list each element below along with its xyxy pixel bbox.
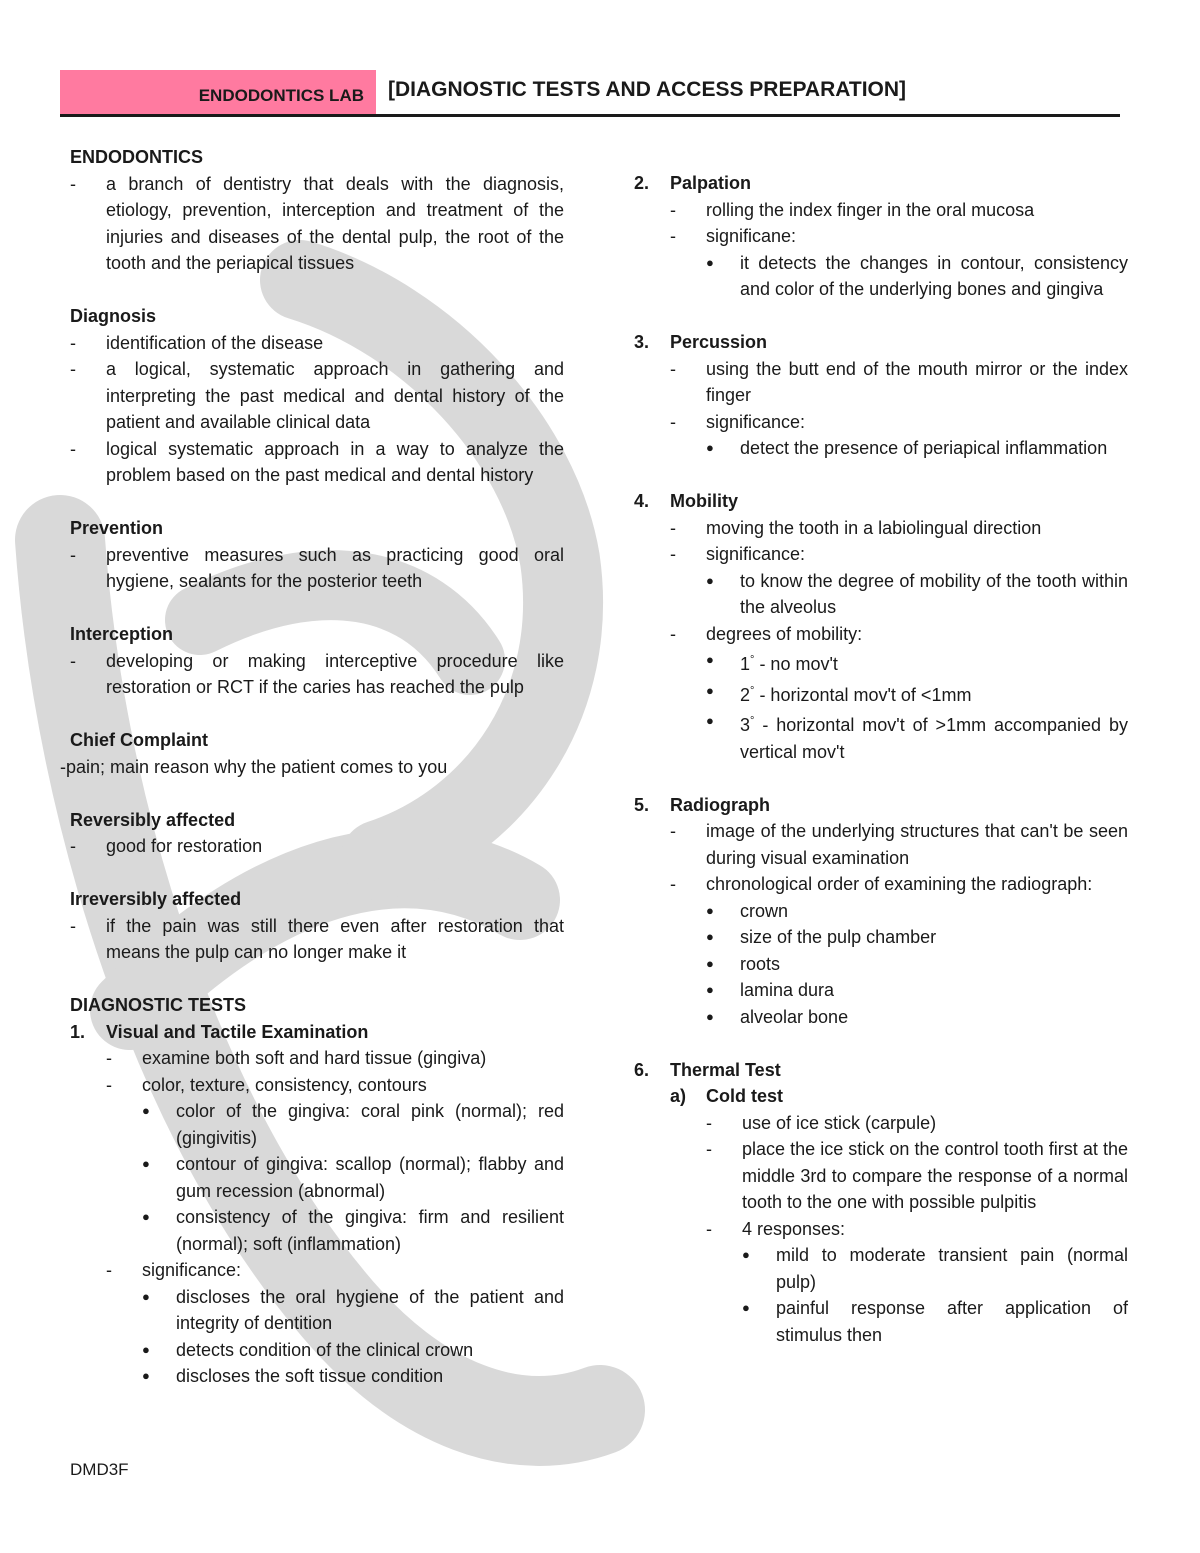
degree-number: 1	[740, 654, 751, 674]
degree-text: - horizontal mov't of <1mm	[759, 684, 972, 705]
subitem-letter: a)	[670, 1086, 687, 1106]
list-item: significance:	[142, 1260, 242, 1280]
item-number: 2.	[634, 173, 650, 193]
list-item: chronological order of examining the radiograph:	[706, 874, 1093, 894]
section-percussion	[634, 329, 1128, 462]
list-item: to know the degree of mobility of the tooth within the alveolus	[740, 570, 1128, 617]
bullet-icon: ●	[706, 713, 714, 728]
degree-text: - no mov't	[759, 654, 838, 674]
list-item: significance:	[706, 411, 806, 432]
test-heading: Visual and Tactile Examination	[106, 1021, 369, 1042]
dash: -	[706, 1218, 712, 1239]
list-item: moving the tooth in a labiolingual direction	[706, 517, 1042, 538]
list-item: color, texture, consistency, contours	[142, 1074, 427, 1095]
bullet-icon: ●	[706, 440, 714, 455]
list-item: preventive measures such as practicing good oral hygiene, sealants for the posterior teeth	[106, 544, 564, 591]
bullet-icon: ●	[142, 1103, 150, 1118]
dash: -	[706, 1139, 712, 1159]
test-heading: Palpation	[670, 173, 752, 193]
list-item: roots	[740, 953, 781, 974]
item-number: 6.	[634, 1059, 650, 1080]
list-item: detects condition of the clinical crown	[176, 1339, 474, 1360]
dash: -	[670, 517, 676, 538]
page-header	[60, 70, 1120, 116]
left-column	[60, 144, 564, 1416]
dash: -	[70, 438, 76, 459]
bullet-icon: ●	[142, 1209, 150, 1224]
list-item: logical systematic approach in a way to analyze the problem based on the past medical and dental history	[106, 438, 564, 485]
section-interception	[70, 621, 564, 701]
section-diagnosis	[70, 303, 564, 489]
dash: -	[70, 915, 76, 936]
bullet-icon: ●	[706, 1008, 714, 1024]
bullet-icon: ●	[706, 682, 714, 698]
list-item: discloses the soft tissue condition	[176, 1366, 444, 1386]
bullet-icon: ●	[706, 572, 714, 588]
list-item: if the pain was still there even after restoration that means the pulp can no longer make it	[106, 915, 564, 962]
section-chief-complaint	[60, 727, 564, 780]
dash: -	[670, 199, 676, 220]
dash: -	[706, 1112, 712, 1133]
heading-endodontics: ENDODONTICS	[70, 147, 204, 167]
dash: -	[106, 1260, 112, 1280]
test-heading: Mobility	[670, 491, 738, 511]
list-item: -pain; main reason why the patient comes to you	[60, 756, 448, 777]
list-item: crown	[740, 900, 789, 921]
heading-reversibly-affected: Reversibly affected	[70, 809, 236, 830]
dash: -	[670, 623, 676, 644]
section-reversibly-affected	[70, 807, 564, 860]
header-rule	[60, 114, 1120, 117]
list-item: painful response after application of stimulus then	[776, 1298, 1128, 1345]
list-item: color of the gingiva: coral pink (normal); red (gingivitis)	[176, 1101, 564, 1148]
section-thermal-test	[634, 1057, 1128, 1349]
section-prevention	[70, 515, 564, 595]
list-item: 4 responses:	[742, 1218, 846, 1239]
dash: -	[670, 821, 676, 841]
dash: -	[70, 650, 76, 671]
item-number: 1.	[70, 1021, 86, 1042]
bullet-icon: ●	[142, 1156, 150, 1171]
section-irreversibly-affected	[70, 886, 564, 966]
list-item: detect the presence of periapical inflammation	[740, 438, 1108, 458]
dash: -	[670, 411, 676, 432]
item-number: 3.	[634, 332, 650, 352]
list-item: contour of gingiva: scallop (normal); flabby and gum recession (abnormal)	[176, 1154, 564, 1201]
header-label: ENDODONTICS LAB	[60, 70, 376, 114]
subtest-heading: Cold test	[706, 1086, 784, 1106]
dash: -	[70, 173, 76, 194]
dash: -	[106, 1048, 112, 1068]
test-heading: Percussion	[670, 332, 768, 352]
header-title: [DIAGNOSTIC TESTS AND ACCESS PREPARATION]	[388, 78, 907, 101]
list-item: using the butt end of the mouth mirror or the index finger	[706, 358, 1128, 405]
list-item	[740, 708, 1128, 765]
list-item: discloses the oral hygiene of the patient and integrity of dentition	[176, 1286, 564, 1333]
dash: -	[670, 226, 676, 246]
test-heading: Thermal Test	[670, 1059, 781, 1080]
section-endodontics	[70, 144, 564, 277]
degree-number: 2	[740, 684, 751, 705]
list-item: alveolar bone	[740, 1006, 849, 1027]
section-mobility	[634, 488, 1128, 765]
list-item	[740, 678, 1128, 709]
degree-symbol: °	[750, 715, 755, 727]
section-radiograph	[634, 792, 1128, 1031]
dash: -	[106, 1074, 112, 1095]
list-item: significance:	[706, 544, 806, 564]
bullet-icon: ●	[142, 1288, 150, 1304]
bullet-icon: ●	[706, 902, 714, 918]
list-item: examine both soft and hard tissue (gingiva)	[142, 1048, 487, 1068]
list-item: rolling the index finger in the oral mucosa	[706, 199, 1035, 220]
bullet-icon: ●	[706, 254, 714, 270]
list-item: lamina dura	[740, 980, 835, 1000]
dash: -	[70, 332, 76, 353]
item-number: 5.	[634, 794, 650, 815]
dash: -	[70, 359, 76, 379]
section-diagnostic-tests	[70, 992, 564, 1390]
degree-text: - horizontal mov't of >1mm accompanied by vertical mov't	[740, 715, 1128, 762]
bullet-icon: ●	[706, 929, 714, 944]
list-item: a logical, systematic approach in gathering and interpreting the past medical and dental history of the patient and available clinical data	[106, 359, 564, 432]
page-footer: DMD3F	[70, 1460, 129, 1479]
bullet-icon: ●	[706, 652, 714, 667]
bullet-icon: ●	[142, 1341, 150, 1357]
bullet-icon: ●	[742, 1300, 750, 1315]
list-item: identification of the disease	[106, 332, 324, 353]
list-item: mild to moderate transient pain (normal pulp)	[776, 1245, 1128, 1292]
list-item: size of the pulp chamber	[740, 927, 937, 947]
dash: -	[70, 544, 76, 565]
right-column	[634, 170, 1128, 1375]
section-palpation	[634, 170, 1128, 303]
bullet-icon: ●	[706, 955, 714, 971]
degree-symbol: °	[750, 654, 755, 666]
list-item: it detects the changes in contour, consistency and color of the underlying bones and gingiva	[740, 252, 1128, 299]
heading-interception: Interception	[70, 624, 174, 644]
degree-number: 3	[740, 715, 751, 735]
bullet-icon: ●	[142, 1368, 150, 1383]
item-number: 4.	[634, 491, 650, 511]
list-item: developing or making interceptive procedure like restoration or RCT if the caries has reached the pulp	[106, 650, 564, 697]
degree-symbol: °	[750, 684, 755, 697]
list-item: good for restoration	[106, 836, 263, 856]
heading-chief-complaint: Chief Complaint	[70, 730, 208, 750]
dash: -	[670, 874, 676, 894]
list-item: use of ice stick (carpule)	[742, 1112, 937, 1133]
bullet-icon: ●	[706, 982, 714, 997]
bullet-icon: ●	[742, 1247, 750, 1262]
heading-diagnostic-tests: DIAGNOSTIC TESTS	[70, 995, 247, 1015]
dash: -	[670, 358, 676, 379]
heading-prevention: Prevention	[70, 518, 164, 538]
endodontics-definition: a branch of dentistry that deals with the diagnosis, etiology, prevention, interception and treatment of the injuries and diseases of the dental pulp, the root of the tooth and the periapical tissues	[106, 173, 564, 273]
list-item: place the ice stick on the control tooth first at the middle 3rd to compare the response of a normal tooth to the one with possible pulpitis	[742, 1139, 1128, 1212]
list-item	[740, 647, 1128, 678]
dash: -	[670, 544, 676, 564]
test-heading: Radiograph	[670, 794, 771, 815]
heading-irreversibly-affected: Irreversibly affected	[70, 889, 242, 909]
dash: -	[70, 836, 76, 856]
list-item: consistency of the gingiva: firm and resilient (normal); soft (inflammation)	[176, 1207, 564, 1254]
list-item: image of the underlying structures that can't be seen during visual examination	[706, 821, 1128, 868]
heading-diagnosis: Diagnosis	[70, 306, 157, 326]
list-item: significane:	[706, 226, 797, 246]
list-item: degrees of mobility:	[706, 623, 863, 644]
